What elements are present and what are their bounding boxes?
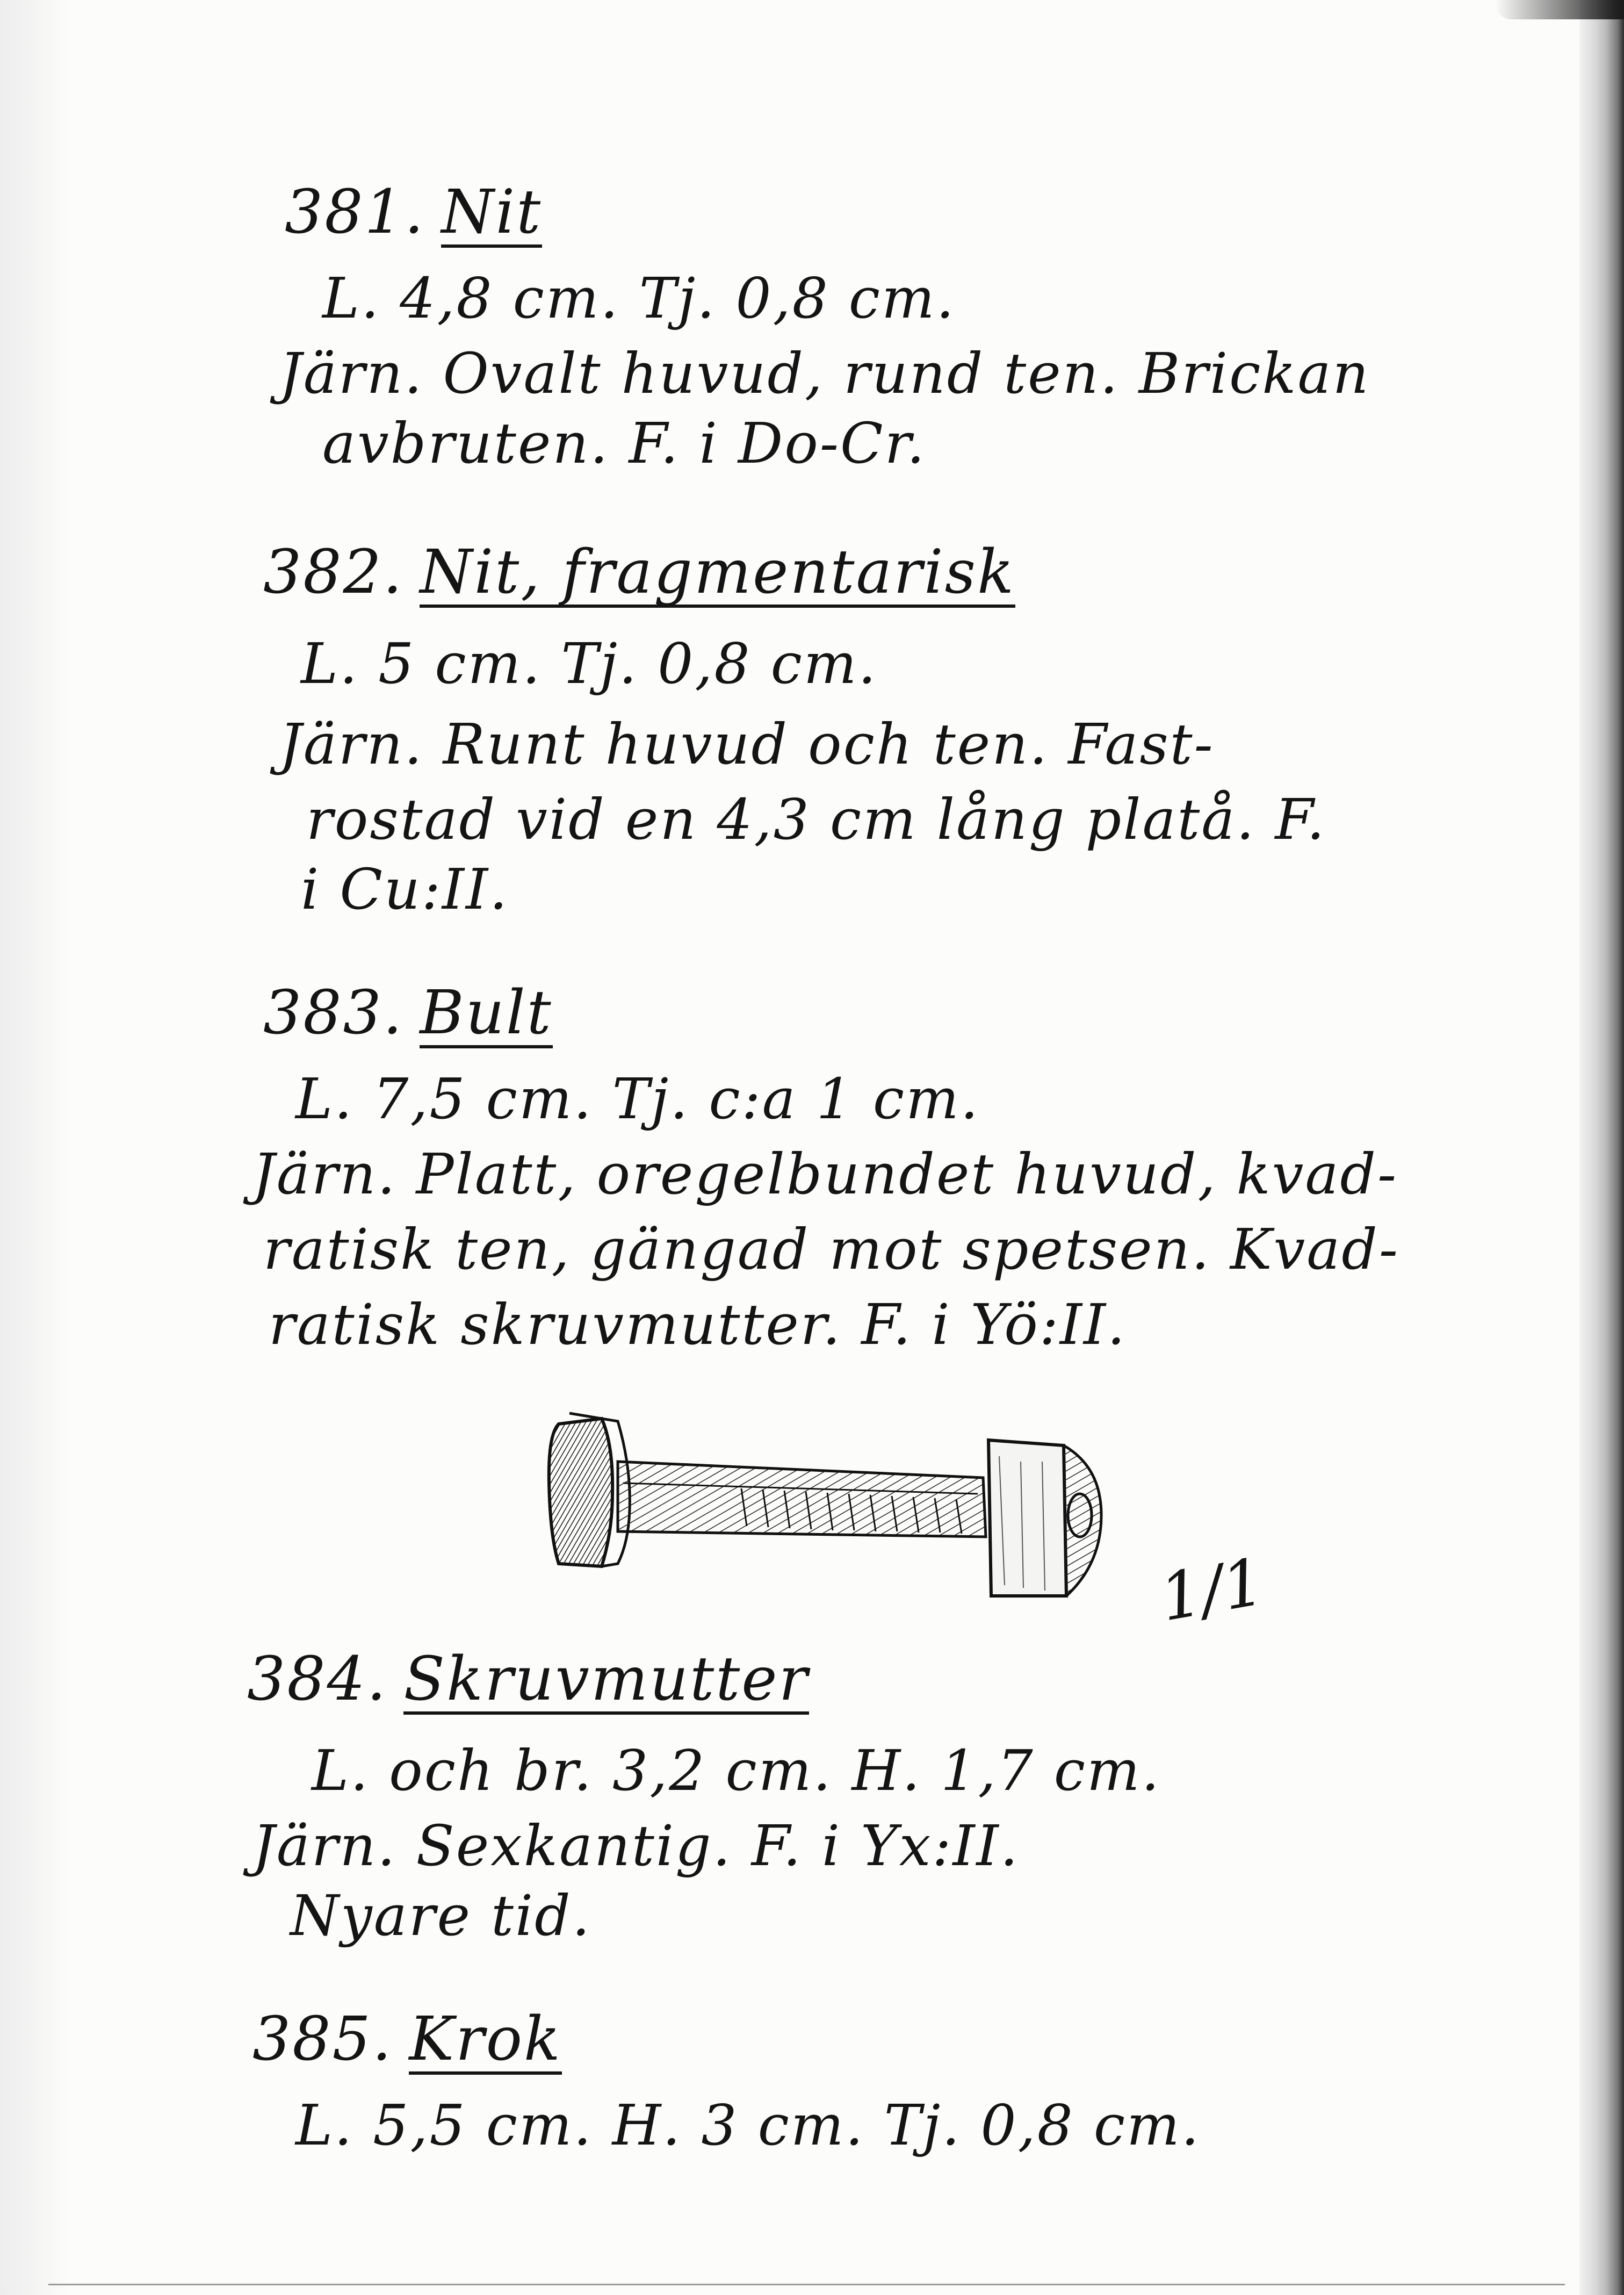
entry-number: 382. xyxy=(263,537,404,607)
page-bottom-edge xyxy=(48,2284,1565,2285)
entry-number: 385. xyxy=(252,2004,393,2074)
entry-number: 381. xyxy=(285,177,425,247)
entry-384-heading xyxy=(247,1644,809,1715)
bolt-nut xyxy=(988,1440,1066,1596)
entry-382-line-1: L. 5 cm. Tj. 0,8 cm. xyxy=(301,631,878,696)
bolt-shank xyxy=(618,1462,986,1537)
bolt-drawing xyxy=(537,1402,1117,1634)
entry-title: Nit xyxy=(441,177,543,247)
entry-383-line-1: L. 7,5 cm. Tj. c:a 1 cm. xyxy=(295,1066,980,1132)
entry-381-line-1: L. 4,8 cm. Tj. 0,8 cm. xyxy=(322,265,956,331)
entry-384-line-3: Nyare tid. xyxy=(290,1883,591,1948)
entry-title: Bult xyxy=(420,978,553,1048)
entry-383-heading xyxy=(263,978,553,1048)
entry-384-line-1: L. och br. 3,2 cm. H. 1,7 cm. xyxy=(312,1738,1161,1803)
entry-title: Skruvmutter xyxy=(403,1644,810,1714)
entry-number: 384. xyxy=(247,1644,388,1714)
entry-number: 383. xyxy=(263,978,404,1048)
entry-384-line-2: Järn. Sexkantig. F. i Yx:II. xyxy=(252,1813,1020,1879)
corner-shadow xyxy=(1495,0,1624,19)
scale-label: 1/1 xyxy=(1154,1544,1270,1636)
entry-381-heading xyxy=(285,177,542,248)
entry-382-heading xyxy=(263,537,1015,608)
entry-381-line-3: avbruten. F. i Do-Cr. xyxy=(322,411,926,476)
entry-383-line-3: ratisk ten, gängad mot spetsen. Kvad- xyxy=(263,1217,1399,1282)
entry-title: Krok xyxy=(409,2004,562,2074)
entry-382-line-4: i Cu:II. xyxy=(301,857,509,922)
entry-385-line-1: L. 5,5 cm. H. 3 cm. Tj. 0,8 cm. xyxy=(295,2092,1201,2158)
page-edge xyxy=(1579,0,1624,2295)
entry-381-line-2: Järn. Ovalt huvud, rund ten. Brickan xyxy=(279,341,1370,406)
entry-385-heading xyxy=(252,2004,562,2075)
entry-382-line-3: rostad vid en 4,3 cm lång platå. F. xyxy=(306,787,1326,852)
entry-383-line-4: ratisk skruvmutter. F. i Yö:II. xyxy=(269,1292,1127,1357)
entry-382-line-2: Järn. Runt huvud och ten. Fast- xyxy=(279,711,1215,777)
page-fold-shadow xyxy=(0,0,70,2295)
entry-title: Nit, fragmentarisk xyxy=(420,537,1015,607)
entry-383-line-2: Järn. Platt, oregelbundet huvud, kvad- xyxy=(252,1141,1398,1207)
bolt-head xyxy=(549,1419,612,1566)
